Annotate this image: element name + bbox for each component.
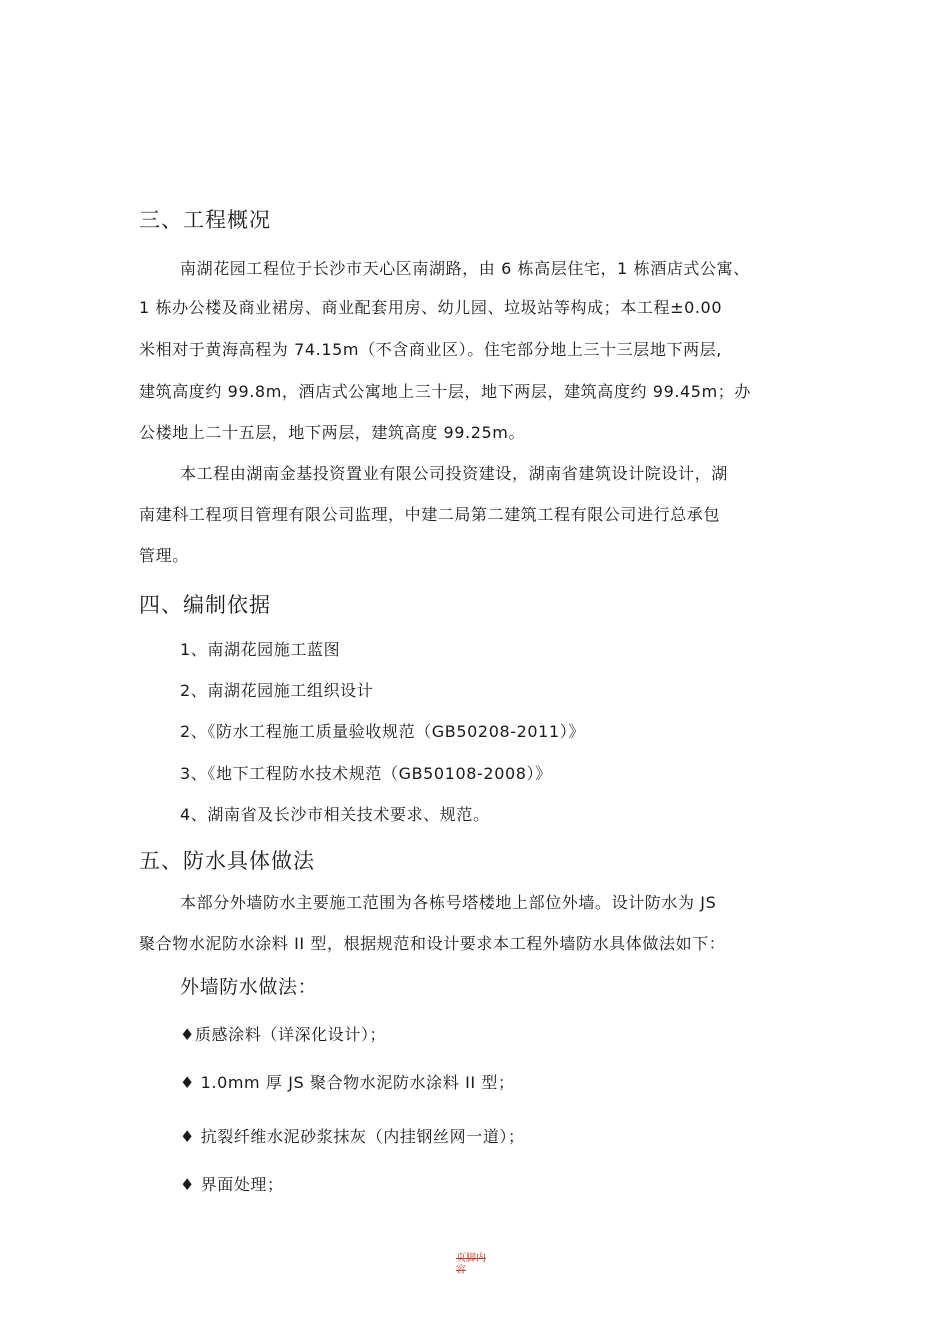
- paragraph-line: 管理。: [139, 546, 189, 565]
- paragraph-line: 本工程由湖南金基投资置业有限公司投资建设，湖南省建筑设计院设计，湖: [180, 464, 728, 483]
- section-3-heading: 三、工程概况: [139, 208, 271, 232]
- paragraph-line: 公楼地上二十五层，地下两层，建筑高度 99.25m。: [139, 423, 526, 442]
- subheading: 外墙防水做法：: [180, 976, 318, 998]
- reference-item: 1、南湖花园施工蓝图: [180, 640, 341, 659]
- paragraph-line: 米相对于黄海高程为 74.15m（不含商业区）。住宅部分地上三十三层地下两层,: [139, 340, 722, 359]
- section-5-heading: 五、防水具体做法: [139, 849, 315, 873]
- reference-item: 4、湖南省及长沙市相关技术要求、规范。: [180, 805, 490, 824]
- paragraph-line: 1 栋办公楼及商业裙房、商业配套用房、幼儿园、垃圾站等构成；本工程±0.00: [139, 298, 723, 317]
- paragraph-line: 本部分外墙防水主要施工范围为各栋号塔楼地上部位外墙。设计防水为 JS: [180, 893, 717, 912]
- reference-item: 3、《地下工程防水技术规范（GB50108-2008）》: [180, 764, 552, 783]
- reference-item: 2、南湖花园施工组织设计: [180, 681, 374, 700]
- method-bullet: ♦ 抗裂纤维水泥砂浆抹灰（内挂钢丝网一道）；: [180, 1127, 525, 1146]
- method-bullet: ♦ 界面处理；: [180, 1175, 284, 1194]
- section-4-heading: 四、编制依据: [139, 593, 271, 617]
- paragraph-line: 南建科工程项目管理有限公司监理，中建二局第二建筑工程有限公司进行总承包: [139, 505, 721, 524]
- paragraph-line: 聚合物水泥防水涂料 II 型，根据规范和设计要求本工程外墙防水具体做法如下：: [139, 934, 726, 953]
- paragraph-line: 建筑高度约 99.8m，酒店式公寓地上三十层，地下两层，建筑高度约 99.45m；办: [139, 382, 751, 401]
- method-bullet: ♦质感涂料（详深化设计）；: [180, 1025, 387, 1044]
- method-bullet: ♦ 1.0mm 厚 JS 聚合物水泥防水涂料 II 型；: [180, 1073, 515, 1092]
- paragraph-line: 南湖花园工程位于长沙市天心区南湖路，由 6 栋高层住宅，1 栋酒店式公寓、: [180, 259, 750, 278]
- page-footer: 页脚内容: [456, 1253, 486, 1276]
- reference-item: 2、《防水工程施工质量验收规范（GB50208-2011）》: [180, 722, 585, 741]
